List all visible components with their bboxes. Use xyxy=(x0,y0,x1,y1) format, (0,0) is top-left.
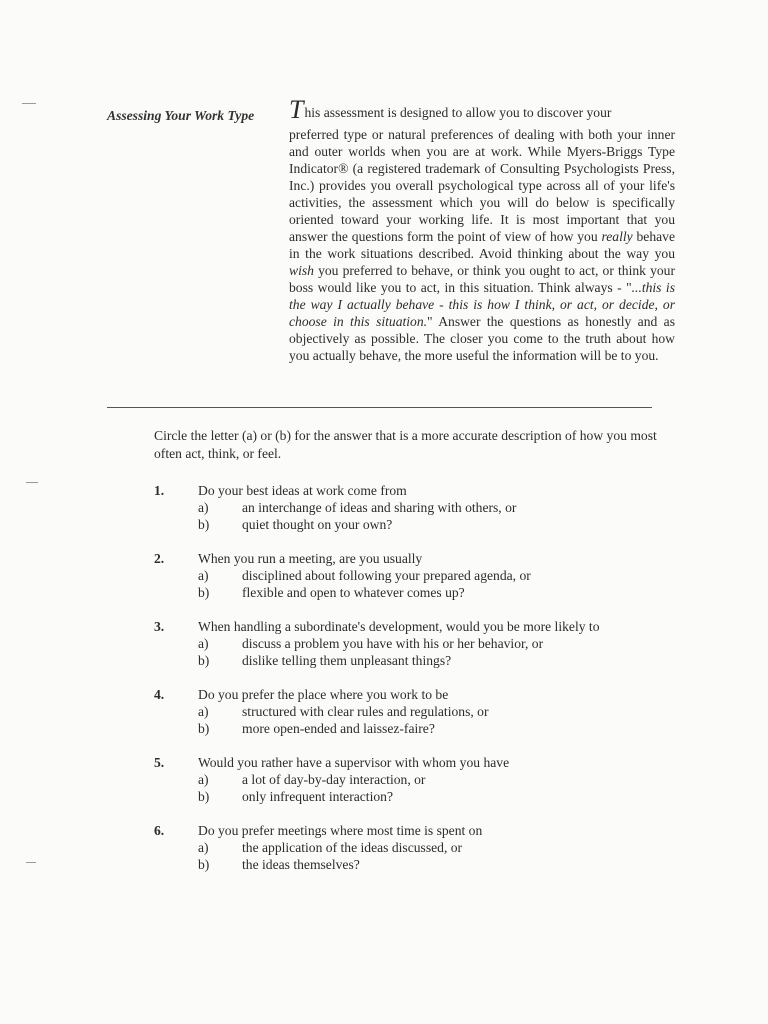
question-text: Would you rather have a supervisor with whom you have xyxy=(198,755,510,770)
question-number: 4. xyxy=(154,687,165,702)
intro-text-part: you preferred to behave, or think you ought to act, or think your boss would like you to act, in this situation. Think always - " xyxy=(289,263,675,295)
intro-paragraph xyxy=(289,95,675,364)
intro-text-part: behave in the work situations described. Avoid thinking about the way you xyxy=(289,229,675,261)
question-number: 5. xyxy=(154,755,165,770)
option-text: the ideas themselves? xyxy=(242,857,360,872)
answer-option-b[interactable] xyxy=(198,652,451,669)
option-letter: a) xyxy=(198,772,209,787)
question-item xyxy=(154,615,674,683)
option-letter: b) xyxy=(198,857,210,872)
intro-text-part: " Answer the questions as honestly and as objectively as possible. The closer you come to the truth about how you actually behave, the more useful the information will be to you. xyxy=(289,314,675,363)
answer-option-b[interactable] xyxy=(198,788,393,805)
intro-text-part: preferred type or natural preferences of dealing with both your inner and outer worlds when you are at work. While Myers-Briggs Type Indicator® (a registered trademark of Consulting Psychologists Press, Inc.) provides you overall psychological type across all of your life's activities, the assessment which you will do below is specifically oriented toward your working life. It is most important that you answer the questions form the point of view of how you xyxy=(289,127,675,244)
option-text: structured with clear rules and regulations, or xyxy=(242,704,489,719)
instructions: Circle the letter (a) or (b) for the answer that is a more accurate description of how you most often act, think, or feel. xyxy=(154,428,657,461)
answer-option-b[interactable] xyxy=(198,516,392,533)
intro-first-line: his assessment is designed to allow you to discover your xyxy=(304,105,612,120)
question-text: Do you prefer the place where you work to be xyxy=(198,687,449,702)
answer-option-a[interactable] xyxy=(198,567,531,584)
answer-option-a[interactable] xyxy=(198,635,543,652)
option-text: the application of the ideas discussed, or xyxy=(242,840,463,855)
question-number: 3. xyxy=(154,619,165,634)
question-text: Do you prefer meetings where most time is spent on xyxy=(198,823,483,838)
intro-emphasis: wish xyxy=(289,263,314,278)
option-letter: b) xyxy=(198,517,210,532)
question-text: When you run a meeting, are you usually xyxy=(198,551,423,566)
intro-quote: ...this is the way I actually behave - this is how I think, or act, or decide, or choose in this situation. xyxy=(289,280,675,329)
section-divider xyxy=(107,407,652,408)
answer-option-a[interactable] xyxy=(198,703,489,720)
answer-option-b[interactable] xyxy=(198,720,435,737)
question-number: 1. xyxy=(154,483,165,498)
option-text: an interchange of ideas and sharing with others, or xyxy=(242,500,517,515)
option-letter: a) xyxy=(198,636,209,651)
option-letter: a) xyxy=(198,500,209,515)
question-item xyxy=(154,479,674,547)
question-number: 6. xyxy=(154,823,165,838)
question-list xyxy=(154,479,674,887)
option-text: more open-ended and laissez-faire? xyxy=(242,721,435,736)
question-item xyxy=(154,547,674,615)
question-text: Do your best ideas at work come from xyxy=(198,483,407,498)
drop-cap: T xyxy=(289,95,304,124)
option-text: a lot of day-by-day interaction, or xyxy=(242,772,426,787)
answer-option-a[interactable] xyxy=(198,771,425,788)
answer-option-a[interactable] xyxy=(198,839,462,856)
option-letter: b) xyxy=(198,721,210,736)
option-text: discuss a problem you have with his or her behavior, or xyxy=(242,636,544,651)
answer-option-b[interactable] xyxy=(198,856,360,873)
answer-option-b[interactable] xyxy=(198,584,465,601)
intro-emphasis: really xyxy=(601,229,633,244)
question-item xyxy=(154,819,674,887)
question-item xyxy=(154,683,674,751)
option-letter: b) xyxy=(198,789,210,804)
section-title: Assessing Your Work Type xyxy=(107,108,255,123)
scan-mark xyxy=(22,103,36,104)
option-letter: a) xyxy=(198,568,209,583)
option-letter: a) xyxy=(198,704,209,719)
scan-mark xyxy=(26,862,36,863)
option-letter: b) xyxy=(198,585,210,600)
option-text: quiet thought on your own? xyxy=(242,517,393,532)
question-item xyxy=(154,751,674,819)
question-text: When handling a subordinate's development, would you be more likely to xyxy=(198,619,600,634)
scan-mark xyxy=(26,482,38,483)
option-text: only infrequent interaction? xyxy=(242,789,393,804)
option-text: flexible and open to whatever comes up? xyxy=(242,585,465,600)
answer-option-a[interactable] xyxy=(198,499,516,516)
option-letter: a) xyxy=(198,840,209,855)
question-number: 2. xyxy=(154,551,165,566)
option-letter: b) xyxy=(198,653,210,668)
option-text: disciplined about following your prepared agenda, or xyxy=(242,568,531,583)
option-text: dislike telling them unpleasant things? xyxy=(242,653,452,668)
